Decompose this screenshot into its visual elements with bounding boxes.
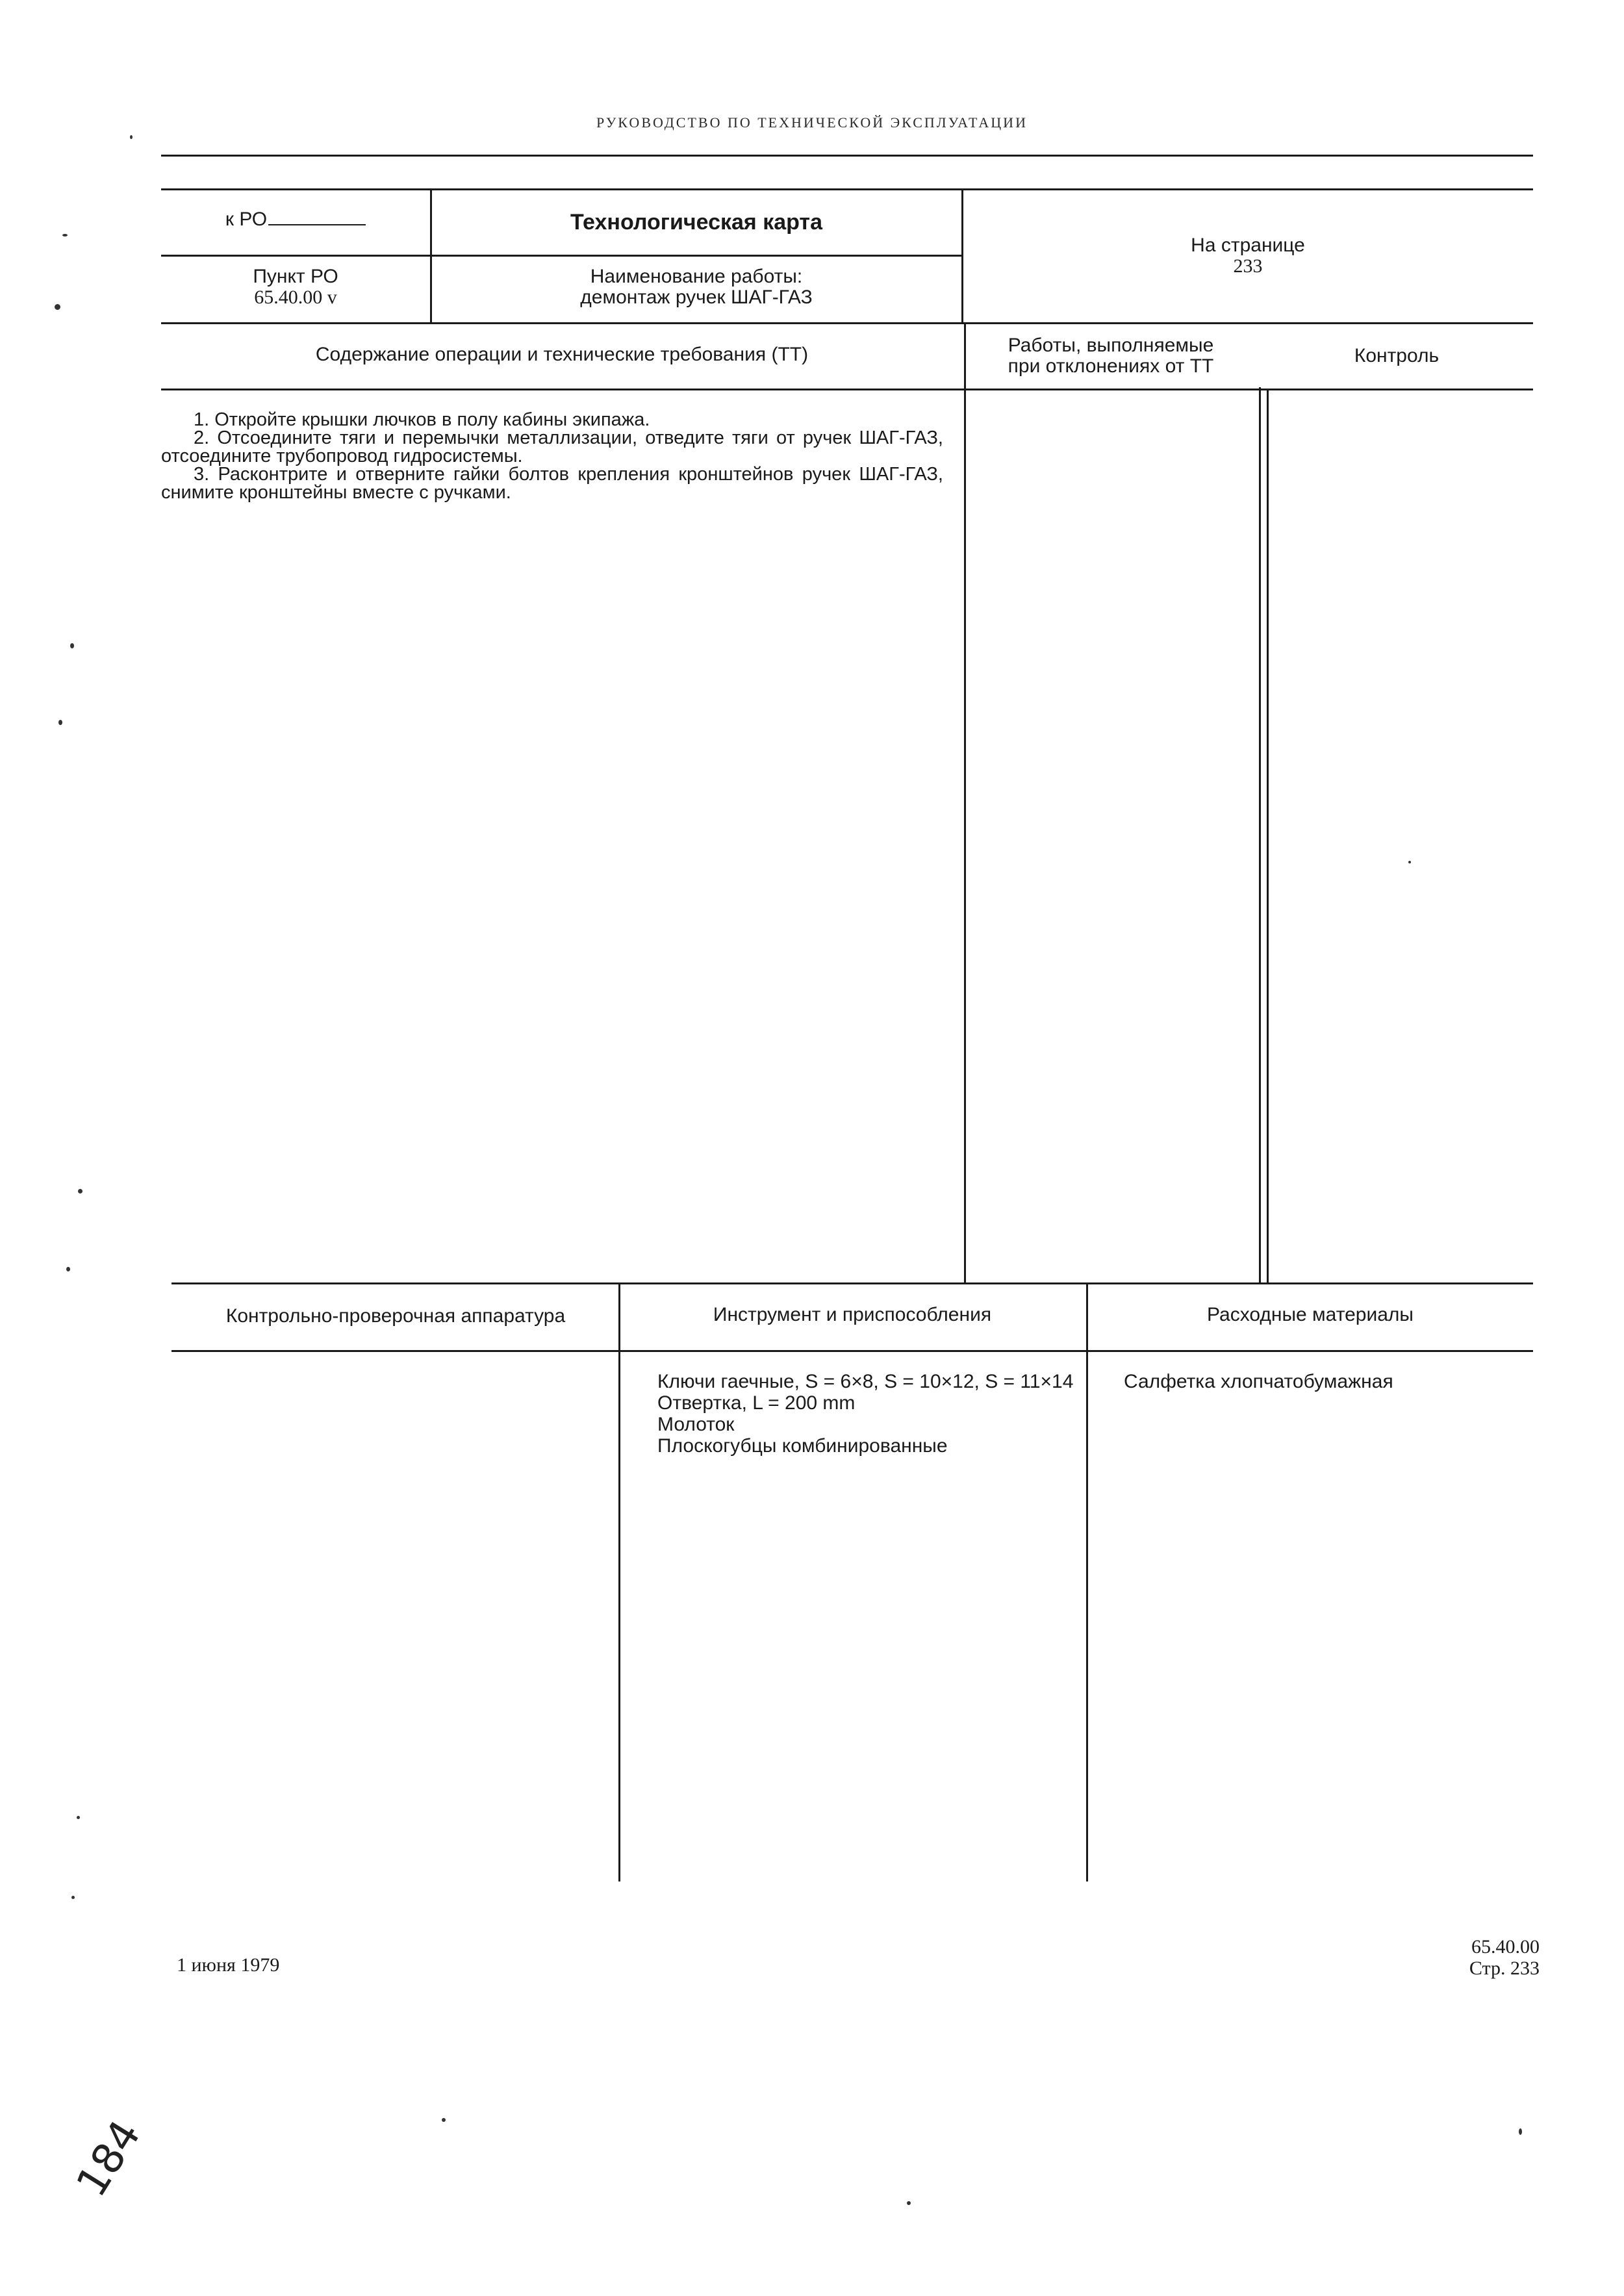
scan-mark	[907, 2201, 911, 2205]
scan-mark	[66, 1267, 70, 1271]
work-name-cell	[431, 266, 961, 308]
material-item: Салфетка хлопчатобумажная	[1124, 1371, 1393, 1392]
footer-page-number: Стр. 233	[1469, 1958, 1540, 1979]
page-ref-label: На странице	[1191, 235, 1305, 256]
column-equipment-header: Контрольно-проверочная аппаратура	[225, 1305, 566, 1327]
column-control-header: Контроль	[1354, 345, 1440, 366]
operations-divider-1	[964, 322, 966, 1284]
scan-mark	[1408, 861, 1411, 863]
page-ref-cell	[963, 235, 1533, 277]
card-title: Технологическая карта	[570, 210, 822, 235]
bottom-table-top-border	[171, 1282, 1533, 1284]
scan-mark	[70, 643, 74, 648]
scan-mark	[77, 1816, 80, 1819]
scan-mark	[71, 1896, 75, 1899]
bottom-header-rule	[171, 1350, 1533, 1352]
item-code: 65.40.00 v	[254, 287, 337, 308]
tools-list	[621, 1371, 1078, 1457]
scan-mark	[442, 2118, 446, 2122]
card-bottom-border	[161, 322, 1533, 324]
operation-step-3: 3. Расконтрите и отверните гайки болтов крепления кронштейнов ручек ШАГ-ГАЗ, снимите кронштейны вместе с ручками.	[161, 464, 943, 503]
scan-mark	[58, 720, 62, 725]
page-ref-number: 233	[1233, 255, 1263, 277]
operation-step-2: 2. Отсоедините тяги и перемычки металлизации, отведите тяги от ручек ШАГ-ГАЗ, отсоедините трубопровод гидросистемы.	[161, 427, 943, 466]
item-label: Пункт РО	[253, 266, 338, 287]
scan-mark	[62, 234, 68, 236]
operations-header-rule	[161, 389, 1533, 390]
scan-mark	[1519, 2128, 1522, 2135]
header-rule	[161, 155, 1533, 157]
handwritten-page-number: 184	[68, 2112, 151, 2206]
column-materials-header: Расходные материалы	[1207, 1304, 1414, 1325]
footer-date: 1 июня 1979	[177, 1954, 280, 1976]
work-name-label: Наименование работы:	[590, 266, 803, 287]
materials-list	[1124, 1371, 1527, 1392]
tool-item: Плоскогубцы комбинированные	[657, 1435, 948, 1457]
footer-section-code: 65.40.00	[1471, 1936, 1540, 1958]
operations-text	[161, 411, 943, 502]
deviations-header-line1: Работы, выполняемые	[1008, 335, 1214, 356]
k-po-cell	[162, 209, 429, 230]
card-mid-border	[161, 255, 961, 257]
running-title: РУКОВОДСТВО ПО ТЕХНИЧЕСКОЙ ЭКСПЛУАТАЦИИ	[596, 114, 1028, 131]
item-cell	[162, 266, 429, 308]
work-name: демонтаж ручек ШАГ-ГАЗ	[580, 287, 813, 308]
tool-item: Ключи гаечные, S = 6×8, S = 10×12, S = 11×14	[657, 1371, 1074, 1392]
tool-item: Отвертка, L = 200 mm	[657, 1392, 856, 1414]
card-top-border	[161, 188, 1533, 190]
k-po-label: к РО	[225, 209, 268, 230]
footer-page-info	[1364, 1936, 1540, 1979]
scan-mark	[55, 304, 60, 310]
column-deviations-header	[963, 335, 1259, 377]
deviations-header-line2: при отклонениях от ТТ	[1008, 355, 1214, 377]
scan-mark	[78, 1189, 82, 1193]
tool-item: Молоток	[657, 1414, 735, 1435]
control-column-edge	[1267, 389, 1269, 1284]
bottom-divider-1	[618, 1284, 620, 1881]
k-po-blank-line	[268, 224, 366, 225]
operation-step-1: 1. Откройте крышки лючков в полу кабины экипажа.	[194, 409, 650, 430]
column-operations-header: Содержание операции и технические требования (ТТ)	[315, 344, 809, 365]
bottom-divider-2	[1086, 1284, 1088, 1881]
column-tools-header: Инструмент и приспособления	[713, 1304, 992, 1325]
operations-divider-2	[1259, 387, 1261, 1284]
scan-mark	[130, 135, 133, 139]
